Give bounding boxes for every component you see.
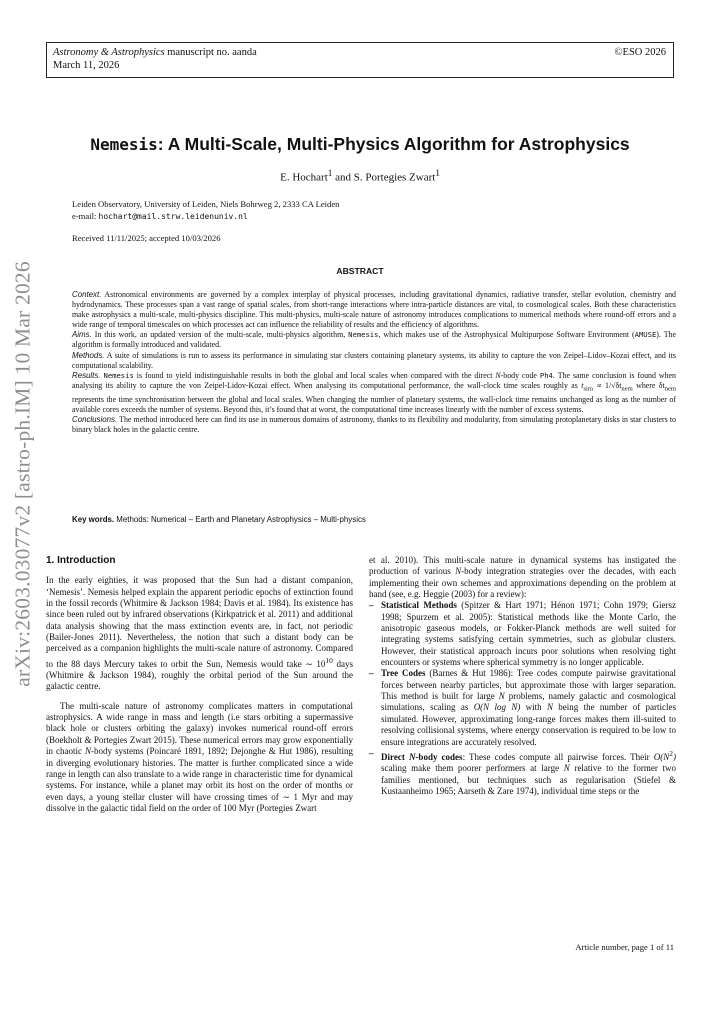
item2-text-b: problems, namely galactic and cosmological simulations, scaling as: [381, 691, 676, 713]
abstract-conclusions: [72, 415, 676, 435]
item3-complexity-exp: 2: [669, 748, 674, 758]
results-text-c: . The same conclusion is found when analysing its ability to capture the von Zeipel-Lidov-Kozai effect. When analysing its computational performance, the wall-clock time scales roughly as: [72, 370, 677, 390]
paper-title: [46, 134, 674, 155]
copyright: ©ESO 2026: [614, 47, 666, 58]
affiliation-address: Leiden Observatory, University of Leiden, Niels Bohrweg 2, 2333 CA Leiden: [72, 199, 340, 209]
item3-label-n: N: [408, 751, 416, 762]
intro-p3-text-a: et al. 2010). This multi-scale nature in dynamical systems has instigated the production of various: [369, 555, 676, 577]
item2-n: N: [498, 691, 505, 702]
intro-p2-text-a: The multi-scale nature of astronomy complicates matters in computational astrophysics. A wide range in mass and length (i.e stars orbiting a supermassive black hole or clusters orbiting the galaxy) invokes numerical round-off errors (Boekholt & Portegies Zwart 2015). These numerical errors may grow exponentially in chaotic: [46, 700, 353, 757]
item2-text-c: with: [520, 702, 547, 713]
item3-text-b: scaling make them poorer performers at large: [381, 763, 564, 774]
aims-amuse: AMUSE: [634, 330, 657, 340]
aims-text-a: In this work, an updated version of the multi-scale, multi-physics algorithm,: [91, 330, 349, 340]
item3-label-a: Direct: [381, 751, 409, 762]
intro-p1-text-a: In the early eighties, it was proposed that the Sun had a distant companion, ‘Nemesis’. Nemesis helped explain the apparent periodic epochs of extinction found in the fossil records (Whitmire & Jackson 1984; Davis et al. 1984). Its existence has since been ruled out by infrared observations (Kirkpatrick et al. 2011) and additional data analysis showing that the mass extinction events are, in fact, not periodic (Bailer-Jones 2011). Nevertheless, the notion that such a distant body can be perceived as a companion highlights the multi-scale nature of astronomy. Compared to the 88 days Mercury takes to orbit the Sun, Nemesis would take ∼ 10: [46, 575, 353, 669]
manuscript-header: [46, 42, 674, 78]
keywords-label: Key words.: [72, 515, 115, 524]
keywords-text: Methods: Numerical – Earth and Planetary Astrophysics – Multi-physics: [114, 515, 366, 524]
manuscript-date: March 11, 2026: [53, 60, 120, 71]
right-column: [369, 555, 676, 797]
affiliation: [72, 199, 672, 222]
intro-p3-text-b: -body integration strategies over the decades, with each implementing their own schemes and approximations depending on the problem at hand (see, e.g. Heggie (2003) for a review):: [369, 566, 676, 600]
item1-text: (Spitzer & Hart 1971; Hénon 1971; Cohn 1979; Giersz 1998; Spurzem et al. 2005): Statistical methods like the Monte Carlo, the anisotropic gaseous models, or Fokker-Planck methods are well suited for integrating systems satisfying certain symmetries, such as globular clusters. However, their statistical approach incurs poor solutions when resolving tight encounters or systems where spherical symmetry is no longer applicable.: [381, 600, 676, 668]
aims-label: Aims.: [72, 330, 92, 340]
list-item-direct-nbody: [369, 748, 676, 797]
intro-p2-text-b: -body systems (Poincaré 1891, 1892; Dejonghe & Hut 1986), resulting in diverging evolutionary histories. The matter is further complicated since a wide range in length can also translate to a wide range in characteristic time for dynamical systems. For instance, while a planet may orbit its host on the order of months or even days, a young stellar cluster will have crossing times of ∼ 1 Myr and may dissolve in the galactic tidal field on the order of 100 Myr (Portegies Zwart: [46, 746, 353, 813]
left-column: [46, 555, 353, 814]
results-formula-t: t: [581, 380, 584, 390]
context-text: Astronomical environments are governed by a complex interplay of physical processes, including gravitational dynamics, radiative transfer, stellar evolution, chemistry and hydrodynamics. These processes span a vast range of spatial scales, from short-range interactions where intra-particle distances are vital, to cosmological scales. Both these characteristics make astrophysics a multi-scale, multi-physics discipline. This multi-physics, multi-scale nature of astronomy introduces complications to numerical methods where round-off errors and a wide range of temporal timescales on which processes act can influence the reliability of results and the efficiency of algorithms.: [72, 290, 676, 330]
list-item-tree-codes: [369, 668, 676, 747]
intro-paragraph-2: [46, 701, 353, 814]
results-code: Nemesis: [103, 370, 134, 380]
aims-text-c: ). The algorithm is formally introduced and validated.: [72, 330, 676, 350]
manuscript-number: manuscript no. aanda: [164, 47, 257, 58]
results-text-a: is found to yield indistinguishable results in both the global and local scales when compared with the direct: [133, 370, 496, 380]
item3-complexity: O(N: [653, 751, 670, 762]
item3-complexity-end: ): [673, 751, 677, 762]
item2-text-a: (Barnes & Hut 1986): Tree codes compute pairwise gravitational forces between nearby particles, but approximate those with larger separation. This method is built for large: [381, 668, 676, 702]
abstract: [72, 290, 676, 435]
results-text-b: -body code: [500, 370, 540, 380]
keywords: [72, 515, 676, 524]
results-text-d: where δt: [632, 380, 665, 390]
received-dates: Received 11/11/2025; accepted 10/03/2026: [72, 233, 221, 243]
methods-text: A suite of simulations is run to assess its performance in simulating star clusters containing planetary systems, its ability to capture the von Zeipel–Lidov–Kozai effect, and its computational scalability.: [72, 350, 676, 370]
author-2: S. Portegies Zwart: [353, 171, 436, 184]
intro-paragraph-3: [369, 555, 676, 600]
abstract-methods: [72, 351, 676, 371]
results-formula-sub: sim: [583, 385, 593, 393]
item3-label: [381, 752, 463, 762]
intro-p2-n: N: [85, 746, 92, 757]
intro-paragraph-1: [46, 575, 353, 692]
results-ph4: Ph4: [539, 370, 553, 380]
item3-text-a: : These codes compute all pairwise forces. Their: [462, 751, 654, 762]
author-1: E. Hochart: [280, 171, 328, 184]
journal-name: Astronomy & Astrophysics: [53, 47, 165, 58]
intro-p1-exponent: 10: [325, 655, 333, 665]
author-1-affil-mark: 1: [327, 168, 333, 178]
list-item-statistical-methods: [369, 600, 676, 668]
methods-label: Methods.: [72, 350, 105, 360]
arxiv-stamp-text: arXiv:2603.03077v2 [astro-ph.IM] 10 Mar 2026: [10, 261, 35, 687]
results-formula-sub2: nem: [621, 385, 633, 393]
abstract-results: [72, 371, 676, 415]
aims-text-b: , which makes use of the Astrophysical Multipurpose Software Environment (: [378, 330, 635, 340]
manuscript-line: [53, 46, 667, 59]
email-label: e-mail:: [72, 210, 99, 221]
conclusions-label: Conclusions.: [72, 414, 118, 424]
conclusions-text: The method introduced here can find its use in numerous domains of astronomy, thanks to its flexibility and modularity, from simulating protoplanetary disks in star clusters to binary black holes in the galactic centre.: [72, 414, 676, 434]
item1-label: Statistical Methods: [381, 600, 457, 611]
results-label: Results.: [72, 370, 101, 380]
item2-complexity: O(N log N): [473, 702, 521, 713]
abstract-aims: [72, 330, 676, 350]
intro-p1-text-b: days (Whitmire & Jackson 1984), roughly the orbital period of the Sun around the galactic centre.: [46, 658, 354, 692]
page-footer: Article number, page 1 of 11: [575, 942, 674, 952]
item2-label: Tree Codes: [381, 668, 426, 679]
abstract-heading: ABSTRACT: [336, 266, 384, 276]
title-rest: : A Multi-Scale, Multi-Physics Algorithm for Astrophysics: [157, 134, 630, 154]
item2-n2: N: [546, 702, 553, 713]
abstract-context: [72, 290, 676, 330]
item3-text-c: relative to the former two families mentioned, but techniques such as regularisation (Stiefel & Kustaanheimo 1965; Aarseth & Zare 1974), individual time steps or the: [381, 763, 676, 796]
results-d-sub: nem: [664, 385, 677, 393]
item3-n: N: [563, 763, 570, 774]
item3-label-b: -body codes: [415, 751, 463, 762]
section-heading-introduction: 1. Introduction: [46, 555, 116, 566]
author-2-affil-mark: 1: [435, 168, 440, 178]
intro-p3-n: N: [455, 566, 462, 577]
item2-text-d: being the number of particles simulated. However, approximating long-range forces makes them ill-suited to resolving collisional systems, where energy conservation is required to be low to ensure integrations are accurately resolved.: [381, 702, 676, 747]
affiliation-email-line: [72, 211, 672, 223]
context-label: Context.: [72, 290, 102, 299]
results-n: N: [495, 370, 501, 380]
arxiv-stamp: [8, 261, 38, 687]
aims-code: Nemesis: [348, 330, 379, 340]
authors: [46, 168, 674, 184]
method-list: [369, 600, 676, 797]
results-text-e: represents the time synchronisation between the global and local scales. When changing the number of planetary systems, the wall-clock time remains unchanged as long as the number of available cores exceeds the number of systems. Beyond this, it’s found that at worst, the computational time increases linearly with the number of excess systems.: [72, 394, 676, 414]
email-address[interactable]: hochart@mail.strw.leidenuniv.nl: [98, 211, 248, 221]
authors-and: and: [332, 171, 354, 184]
title-code-name: Nemesis: [90, 135, 158, 154]
results-formula-rest: ∝ 1/√δt: [592, 380, 622, 390]
